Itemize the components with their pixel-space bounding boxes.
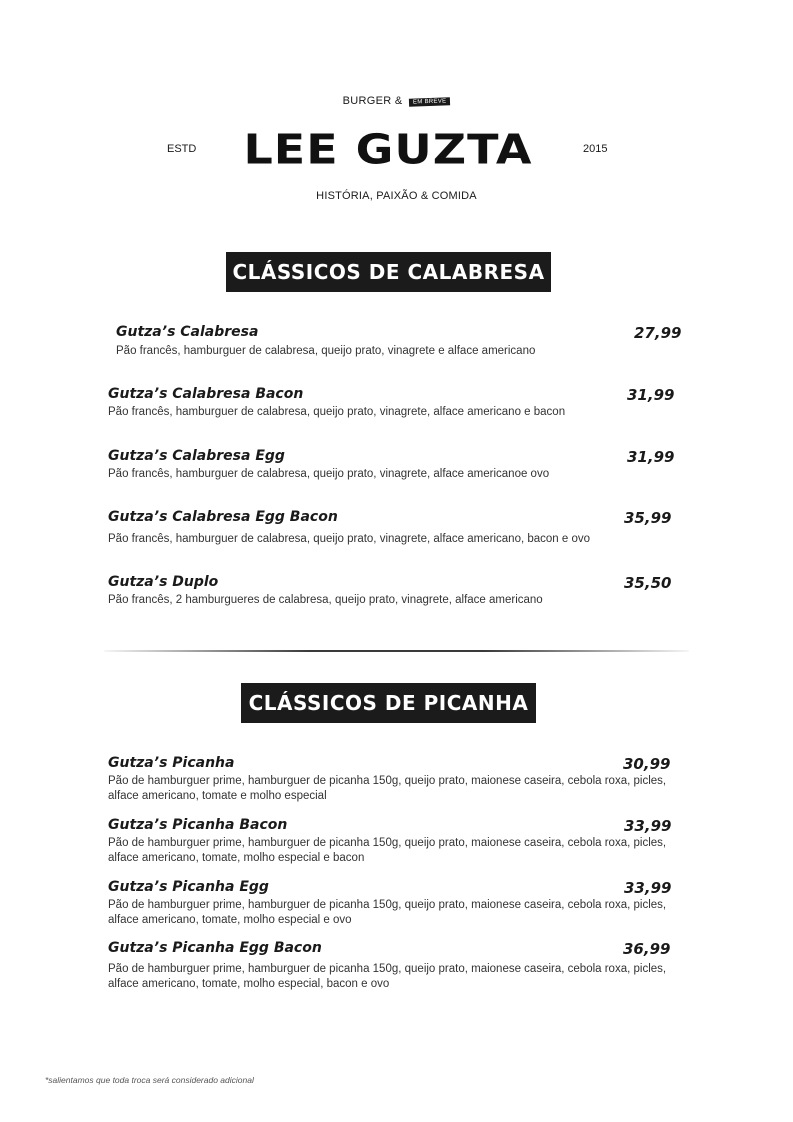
menu-item-name: Gutza’s Calabresa Egg — [108, 448, 285, 464]
section-divider — [104, 650, 689, 652]
menu-item-price: 36,99 — [623, 940, 671, 958]
section-title-picanha: CLÁSSICOS DE PICANHA — [241, 683, 536, 723]
estd-label: ESTD — [167, 143, 197, 155]
menu-item-name: Gutza’s Picanha — [108, 755, 235, 771]
menu-item-name: Gutza’s Picanha Bacon — [108, 817, 288, 833]
brand-logo: LEE GUZTA — [243, 124, 533, 174]
header-tagline-top — [0, 95, 793, 107]
menu-item-description: Pão de hamburguer prime, hamburguer de picanha 150g, queijo prato, maionese caseira, cebola roxa, picles, alface americano, tomate e molho especial — [108, 775, 667, 802]
menu-item-description: Pão francês, 2 hamburgueres de calabresa, queijo prato, vinagrete, alface americano — [108, 594, 543, 606]
tagline-burger: BURGER & — [342, 95, 403, 107]
menu-item-price: 30,99 — [623, 755, 671, 773]
menu-item-description: Pão francês, hamburguer de calabresa, queijo prato, vinagrete e alface americano — [116, 345, 536, 357]
em-breve-badge: EM BREVE — [409, 97, 451, 106]
menu-item-description: Pão de hamburguer prime, hamburguer de picanha 150g, queijo prato, maionese caseira, cebola roxa, picles, alface americano, tomate, molho especial e ovo — [108, 899, 667, 926]
menu-item-name: Gutza’s Picanha Egg Bacon — [108, 940, 322, 956]
menu-item-price: 35,50 — [624, 574, 672, 592]
menu-item-name: Gutza’s Calabresa — [116, 324, 259, 340]
menu-item-price: 27,99 — [634, 324, 682, 342]
menu-item-description: Pão francês, hamburguer de calabresa, queijo prato, vinagrete, alface americano, bacon e ovo — [108, 533, 591, 545]
menu-item-price: 31,99 — [627, 386, 675, 404]
menu-item-price: 33,99 — [624, 879, 672, 897]
header-tagline-bottom: HISTÓRIA, PAIXÃO & COMIDA — [316, 190, 477, 202]
menu-item-description: Pão de hamburguer prime, hamburguer de picanha 150g, queijo prato, maionese caseira, cebola roxa, picles, alface americano, tomate, molho especial e bacon — [108, 837, 667, 864]
menu-item-price: 31,99 — [627, 448, 675, 466]
menu-item-price: 35,99 — [624, 509, 672, 527]
footnote: *salientamos que toda troca será considerado adicional — [45, 1075, 254, 1085]
menu-item-price: 33,99 — [624, 817, 672, 835]
year-label: 2015 — [583, 143, 608, 155]
menu-item-name: Gutza’s Duplo — [108, 574, 219, 590]
menu-item-name: Gutza’s Picanha Egg — [108, 879, 269, 895]
menu-item-description: Pão de hamburguer prime, hamburguer de picanha 150g, queijo prato, maionese caseira, cebola roxa, picles, alface americano, tomate, molho especial, bacon e ovo — [108, 963, 667, 990]
menu-item-description: Pão francês, hamburguer de calabresa, queijo prato, vinagrete, alface americano e bacon — [108, 406, 566, 418]
menu-item-name: Gutza’s Calabresa Egg Bacon — [108, 509, 338, 525]
section-title-calabresa: CLÁSSICOS DE CALABRESA — [226, 252, 551, 292]
menu-item-name: Gutza’s Calabresa Bacon — [108, 386, 304, 402]
menu-item-description: Pão francês, hamburguer de calabresa, queijo prato, vinagrete, alface americanoe ovo — [108, 468, 550, 480]
